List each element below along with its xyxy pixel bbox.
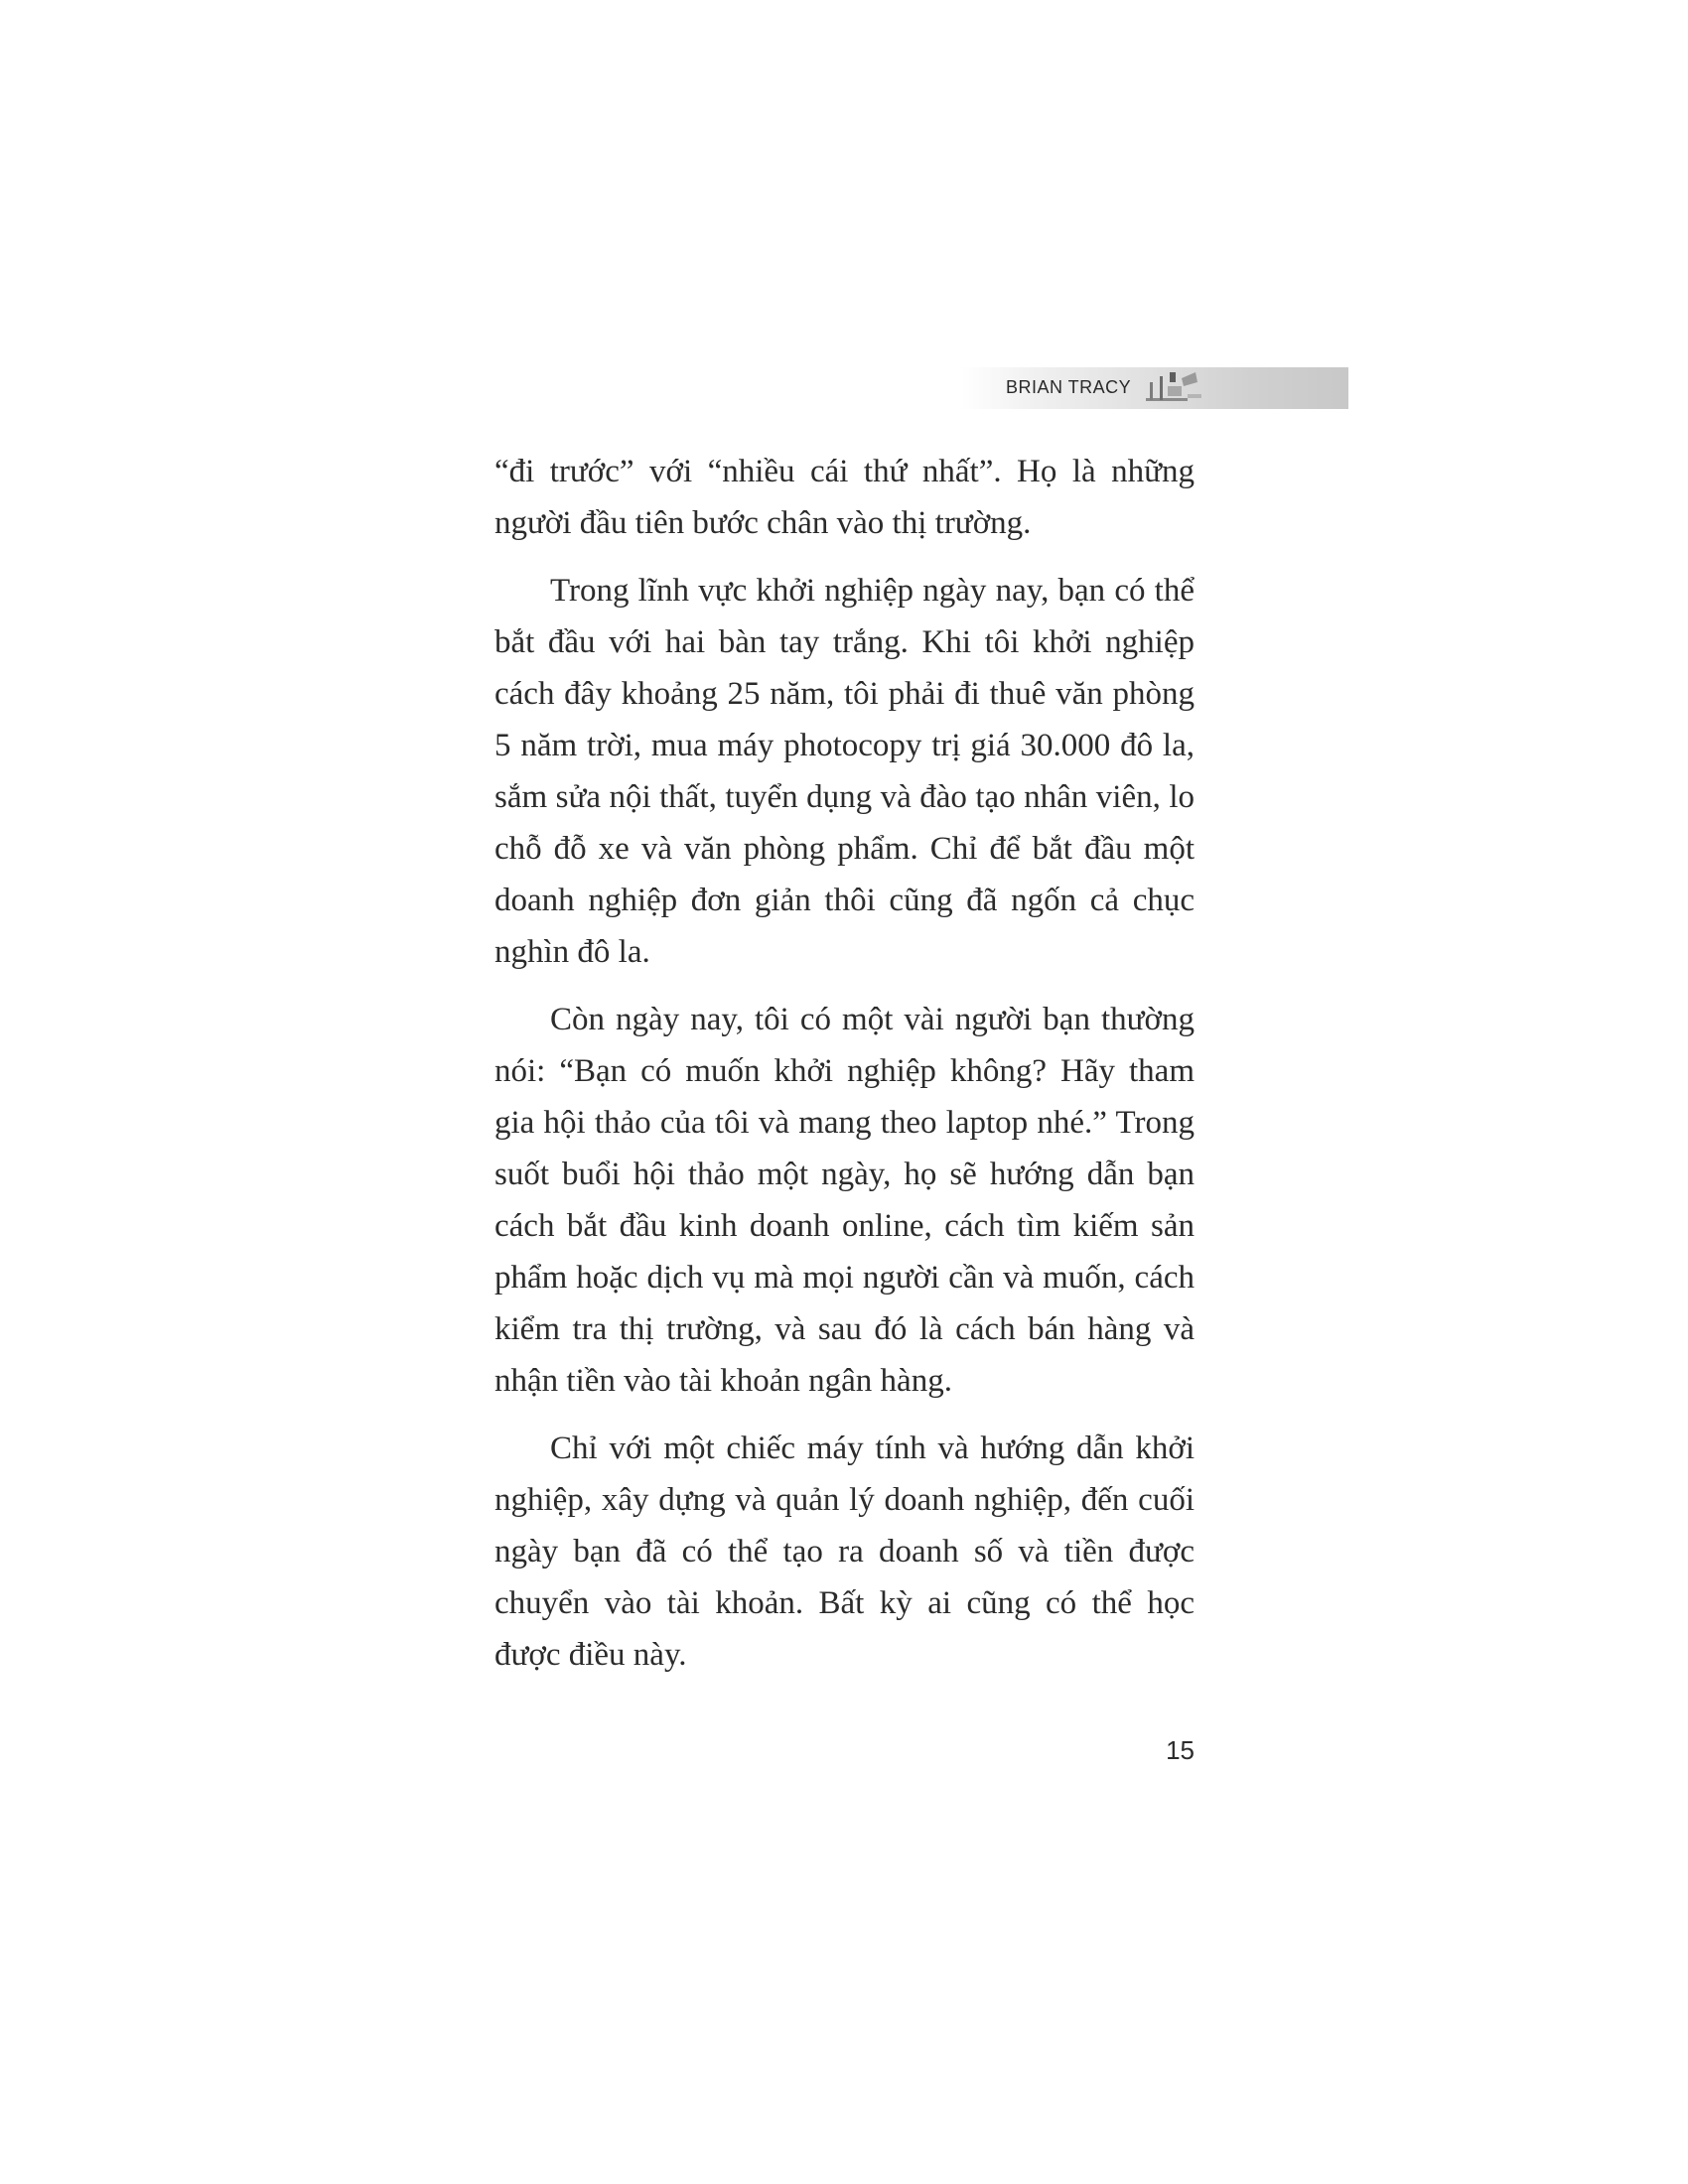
paragraph-3: Còn ngày nay, tôi có một vài người bạn thường nói: “Bạn có muốn khởi nghiệp không? Hãy tham gia hội thảo của tôi và mang theo laptop nhé.” Trong suốt buổi hội thảo một ngày, họ sẽ hướng dẫn bạn cách bắt đầu kinh doanh online, cách tìm kiếm sản phẩm hoặc dịch vụ mà mọi người cần và muốn, cách kiểm tra thị trường, và sau đó là cách bán hàng và nhận tiền vào tài khoản ngân hàng. <box>494 1002 1195 1399</box>
paragraph-4: Chỉ với một chiếc máy tính và hướng dẫn khởi nghiệp, xây dựng và quản lý doanh nghiệp, đến cuối ngày bạn đã có thể tạo ra doanh số và tiền được chuyển vào tài khoản. Bất kỳ ai cũng có thể học được điều này. <box>494 1431 1195 1673</box>
page-number: 15 <box>1166 1735 1195 1765</box>
body-text <box>494 446 1195 1697</box>
paragraph-2: Trong lĩnh vực khởi nghiệp ngày nay, bạn có thể bắt đầu với hai bàn tay trắng. Khi tôi khởi nghiệp cách đây khoảng 25 năm, tôi phải đi thuê văn phòng 5 năm trời, mua máy photocopy trị giá 30.000 đô la, sắm sửa nội thất, tuyển dụng và đào tạo nhân viên, lo chỗ đỗ xe và văn phòng phẩm. Chỉ để bắt đầu một doanh nghiệp đơn giản thôi cũng đã ngốn cả chục nghìn đô la. <box>494 573 1195 970</box>
paragraph-1: “đi trước” với “nhiều cái thứ nhất”. Họ là những người đầu tiên bước chân vào thị trường. <box>494 454 1195 541</box>
running-header-author: BRIAN TRACY <box>1006 377 1132 397</box>
desk-clipart-icon <box>1138 368 1207 408</box>
